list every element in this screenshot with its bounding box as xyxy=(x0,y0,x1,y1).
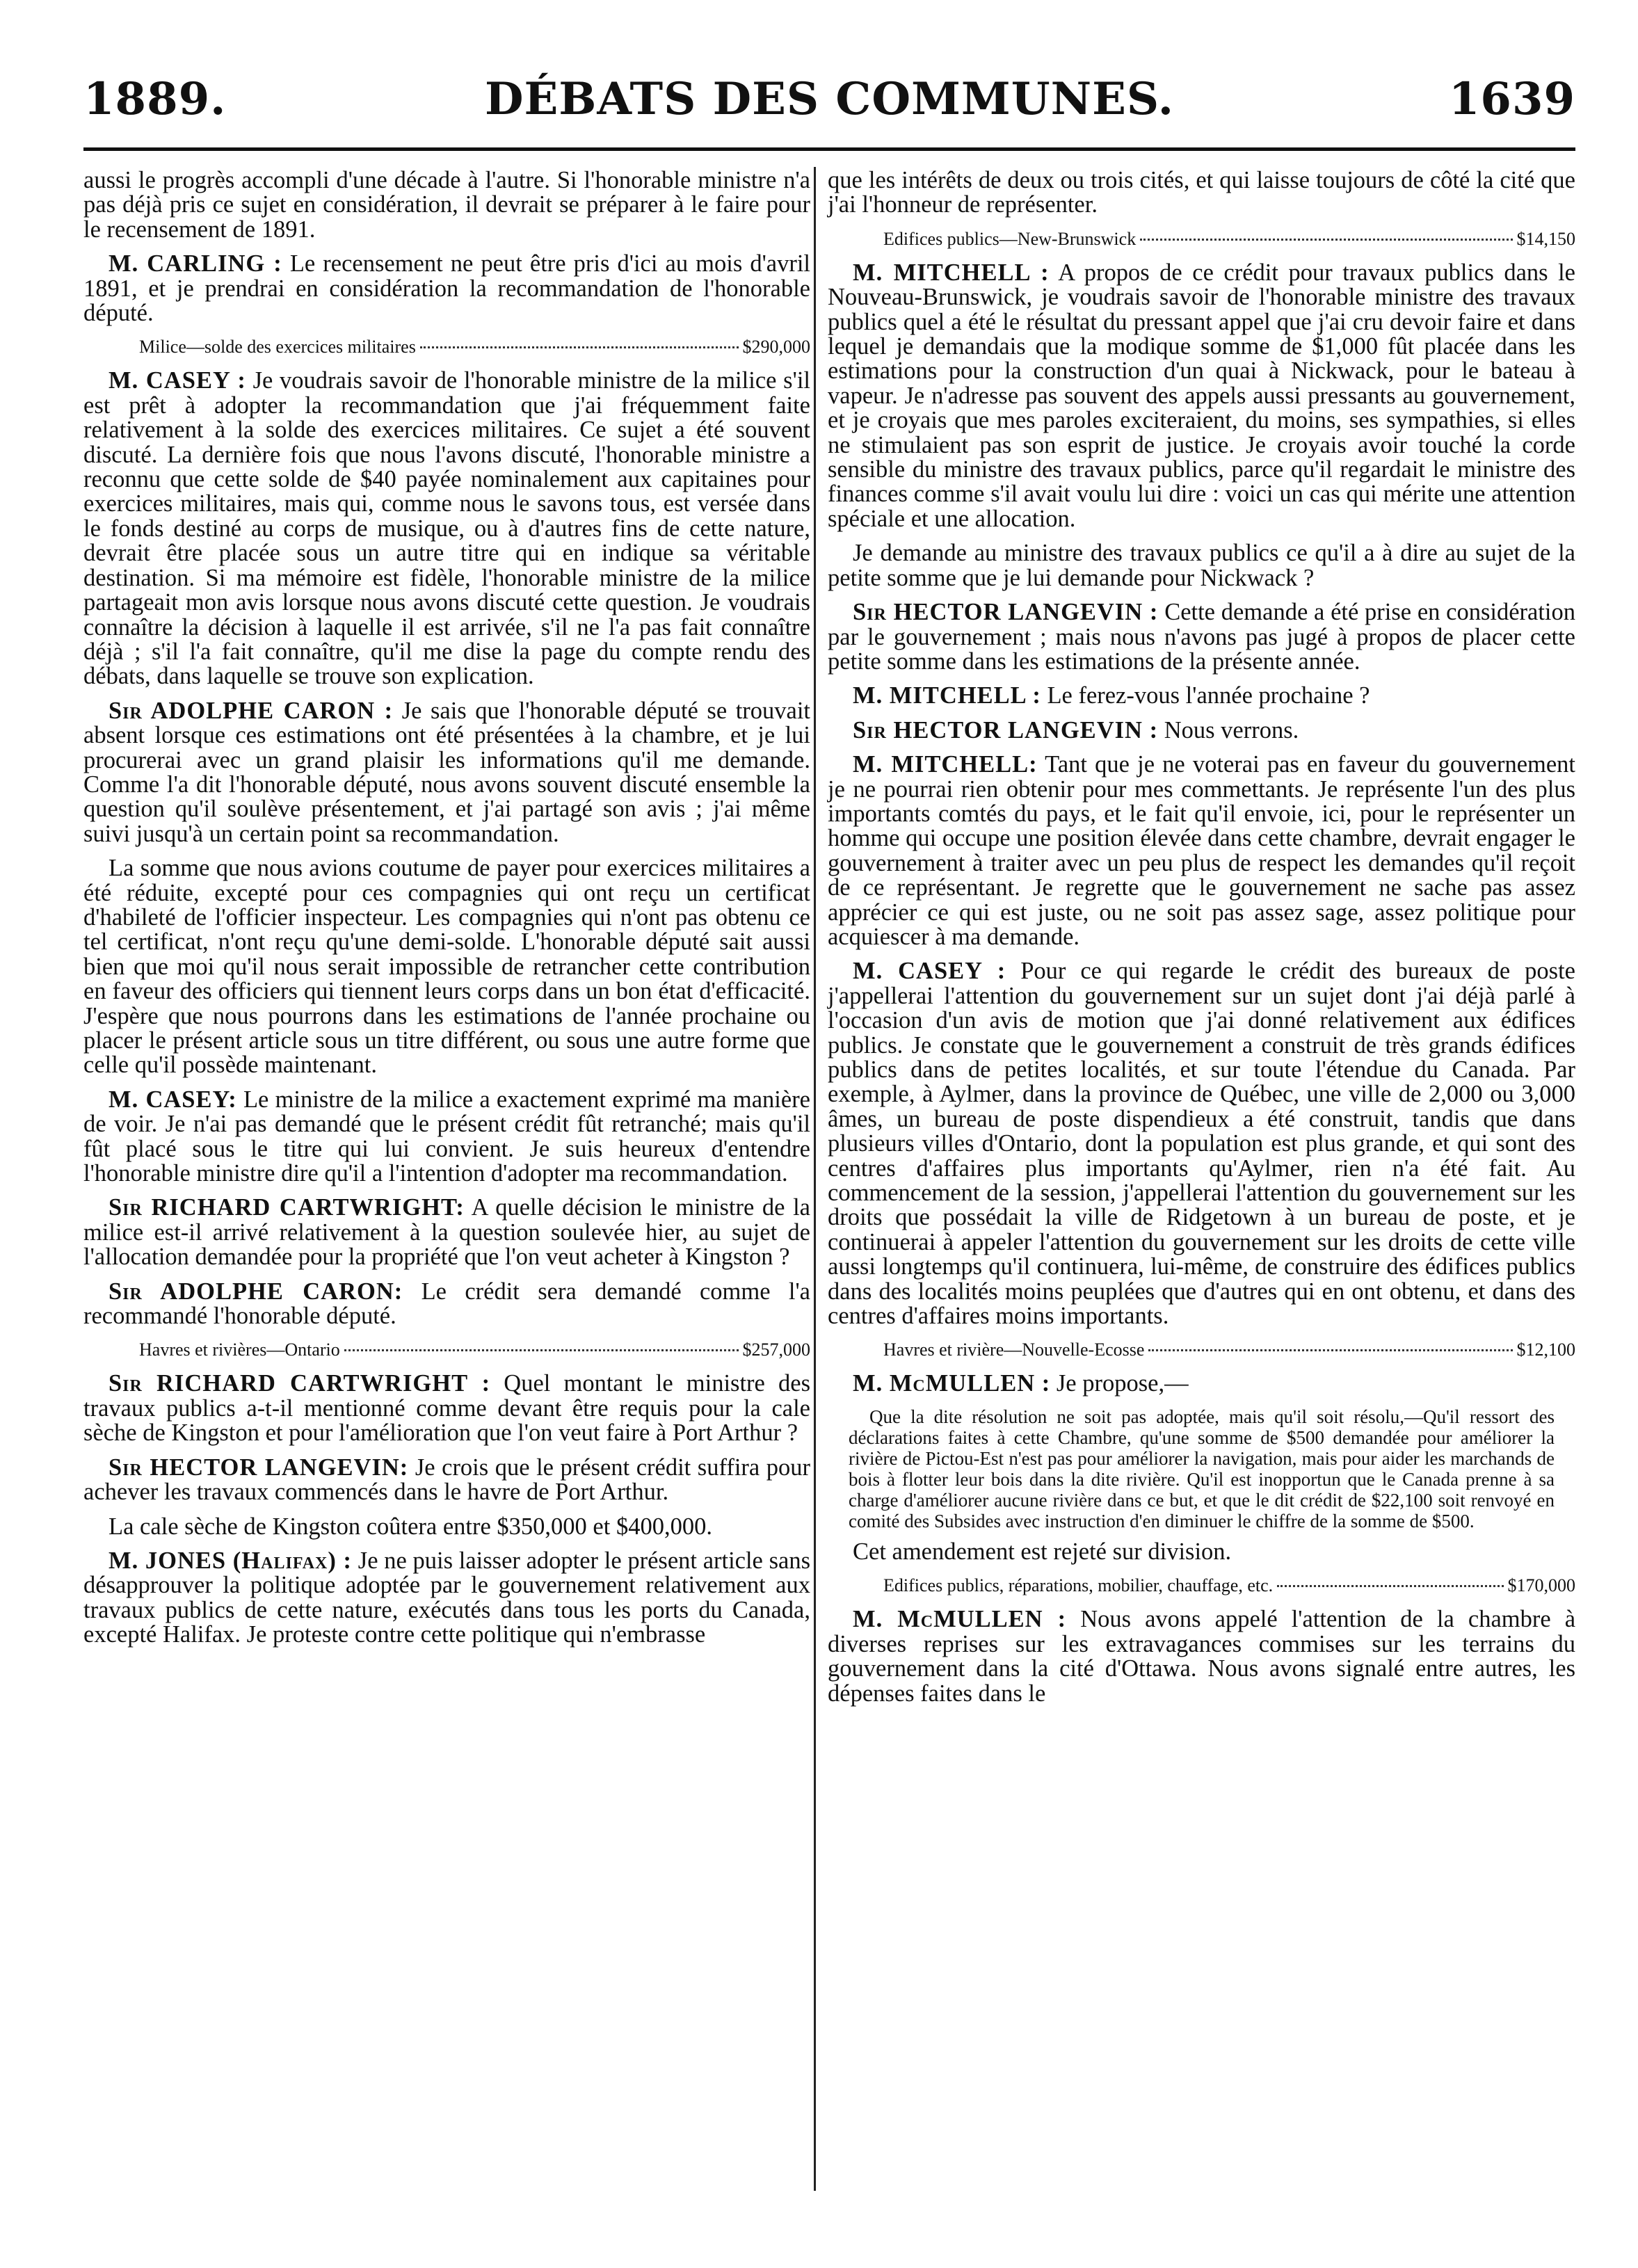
speaker-name: M. CASEY : xyxy=(109,367,246,394)
paragraph: La somme que nous avions coutume de payer pour exercices militaires a été réduite, excepté pour ces compagnies qui ont reçu un certificat d'habileté de l'officier inspecteur. Les compagnies qui n'ont pas obtenu ce tel certificat, n'ont reçu qu'une demi-solde. L'honorable député sait aussi bien que moi qu'il nous serait impossible de retrancher cette contribution en faveur des officiers qui tiennent leurs corps dans un bon état d'efficacité. J'espère que nous pourrons dans les estimations de l'année prochaine ou placer le présent article sous un titre différent, ou sous une autre forme que celle qu'il possède maintenant. xyxy=(83,855,810,1079)
speech: M. JONES (Halifax) : Je ne puis laisser adopter le présent article sans désapprouver la politique adoptée par le gouvernement relativement aux travaux publics de cette nature, exécutés dans tous les ports du Canada, excepté Halifax. Je proteste contre cette politique qui n'embrasse xyxy=(83,1547,810,1648)
paragraph: Cet amendement est rejeté sur division. xyxy=(853,1538,1232,1565)
speaker-name: Sir RICHARD CARTWRIGHT : xyxy=(109,1370,491,1397)
speaker-name: M. JONES (Halifax) : xyxy=(109,1547,353,1574)
speech: M. MITCHELL : A propos de ce crédit pour travaux publics dans le Nouveau-Brunswick, je voudrais savoir de l'honorable ministre des travaux publics quel a été le résultat du pressant appel que j'ai cru devoir faire et dans lequel je demandais que la modique somme de $1,000 fût placée dans les estimations pour la construction d'un quai à Nickwack, pour le bateau à vapeur. Je n'adresse pas souvent des appels aussi pressants au gouvernement, et je croyais que mes paroles exciteraient, du moins, ses sympathies, si elles ne stimulaient pas son esprit de justice. Je croyais avoir touché la corde sensible du ministre des travaux publics, parce qu'il regardait le ministre des finances comme s'il avait voulu lui dire : voici un cas qui mérite une attention spéciale et une allocation. xyxy=(828,259,1575,532)
paragraph: Je demande au ministre des travaux publics ce qu'il a à dire au sujet de la petite somme que je lui demande pour Nickwack ? xyxy=(828,540,1575,591)
speech: M. McMULLEN : Nous avons appelé l'attention de la chambre à diverses reprises sur les extravagances commises sur les terrains du gouvernement dans la cité d'Ottawa. Nous avons signalé entre autres, les dépenses faites dans le xyxy=(828,1606,1576,1707)
motion-text: Que la dite résolution ne soit pas adoptée, mais qu'il soit résolu,—Qu'il ressort des déclarations faites à cette Chambre, qu'une somme de $500 demandée pour améliorer la rivière de Pictou-Est n'est pas pour améliorer la navigation, mais pour aider les marchands de bois à flotter leur bois dans la dite rivière. Qu'il est inopportun que le Canada prenne à sa charge d'améliorer aucune rivière dans ce but, et que le dit crédit de $22,100 soit renvoyé en comité des Subsides avec instruction d'en diminuer le chiffre de la somme de $500. xyxy=(849,1406,1555,1531)
estimate-item: Milice—solde des exercices militaires $290,000 xyxy=(139,337,810,357)
speaker-name: Sir RICHARD CARTWRIGHT: xyxy=(109,1194,465,1221)
speaker-name: M. CARLING : xyxy=(109,250,282,278)
speaker-name: M. MITCHELL: xyxy=(853,751,1038,778)
speech: M. CASEY: Le ministre de la milice a exactement exprimé ma manière de voir. Je n'ai pas demandé que le présent crédit fût retranché; mais qu'il fût placé sous le titre qui lui convient. Je suis heureux d'entendre l'honorable ministre dire qu'il a l'intention d'adopter ma recommandation. xyxy=(83,1086,810,1187)
speech: M. McMULLEN : Je propose,— xyxy=(853,1370,1189,1397)
page-header xyxy=(83,66,1575,136)
paragraph: que les intérêts de deux ou trois cités, et qui laisse toujours de côté la cité que j'ai l'honneur de représenter. xyxy=(828,167,1575,218)
speaker-name: M. MITCHELL : xyxy=(853,259,1050,286)
speaker-name: Sir HECTOR LANGEVIN : xyxy=(853,716,1159,743)
estimate-item: Havres et rivière—Nouvelle-Ecosse $12,100 xyxy=(883,1340,1575,1360)
right-column xyxy=(828,168,1575,1716)
header-year: 1889. xyxy=(83,73,227,125)
header-title: DÉBATS DES COMMUNES. xyxy=(484,73,1175,125)
speaker-name: M. CASEY: xyxy=(109,1086,237,1113)
speech: M. CARLING : Le recensement ne peut être pris d'ici au mois d'avril 1891, et je prendrai en considération la recommandation de l'honorable député. xyxy=(83,250,811,327)
speaker-name: Sir ADOLPHE CARON : xyxy=(109,697,394,724)
estimate-item: Havres et rivières—Ontario $257,000 xyxy=(139,1340,810,1360)
paragraph: aussi le progrès accompli d'une décade à l'autre. Si l'honorable ministre n'a pas déjà pris ce sujet en considération, il devrait se préparer à le faire pour le recensement de 1891. xyxy=(83,167,810,243)
speaker-name: M. McMULLEN : xyxy=(853,1370,1051,1397)
left-column xyxy=(83,168,810,1657)
speaker-name: M. McMULLEN : xyxy=(853,1606,1067,1633)
estimate-item: Edifices publics, réparations, mobilier, chauffage, etc. $170,000 xyxy=(883,1575,1575,1596)
speaker-name: Sir HECTOR LANGEVIN : xyxy=(853,599,1159,626)
paragraph: La cale sèche de Kingston coûtera entre $350,000 et $400,000. xyxy=(109,1513,712,1540)
speech: Sir HECTOR LANGEVIN : Cette demande a été prise en considération par le gouvernement ; mais nous n'avons pas jugé à propos de placer cette petite somme dans les estimations de la présente année. xyxy=(828,599,1575,675)
header-page-number: 1639 xyxy=(1448,73,1575,125)
header-rule xyxy=(83,147,1575,151)
speech: Sir ADOLPHE CARON : Je sais que l'honorable député se trouvait absent lorsque ces estimations ont été présentées à la chambre, et je lui procurerai avec un grand plaisir les informations qu'il me demande. Comme l'a dit l'honorable député, nous avons souvent discuté ensemble la question qu'il soulève présentement, et j'ai partagé son avis ; j'ai même suivi jusqu'à un certain point sa recommandation. xyxy=(83,697,810,847)
speech: Sir RICHARD CARTWRIGHT : Quel montant le ministre des travaux publics a-t-il mentionné comme devant être requis pour la cale sèche de Kingston et pour l'amélioration que l'on veut faire à Port Arthur ? xyxy=(83,1370,811,1447)
speaker-name: M. MITCHELL : xyxy=(853,682,1041,709)
speaker-name: Sir HECTOR LANGEVIN: xyxy=(109,1454,409,1481)
speech: Sir RICHARD CARTWRIGHT: A quelle décision le ministre de la milice est-il arrivé relativement à la question soulevée hier, au sujet de l'allocation demandée pour la propriété que l'on veut acheter à Kingston ? xyxy=(83,1194,810,1271)
speech: M. CASEY : Pour ce qui regarde le crédit des bureaux de poste j'appellerai l'attention du gouvernement sur un sujet dont j'ai déjà parlé à l'occasion d'un avis de motion que j'ai donné relativement aux édifices publics. Je constate que le gouvernement a construit de très grands édifices publics dans de petites localités, et sur toute l'étendue du Canada. Par exemple, à Aylmer, dans la province de Québec, une ville de 2,000 ou 3,000 âmes, un bureau de poste dispendieux a été construit, tandis que dans plusieurs villes d'Ontario, dont la population est plus grande, et qui sont des centres d'affaires plus importants qu'Aylmer, rien n'a été fait. Au commencement de la session, j'appellerai l'attention du gouvernement sur les droits que possédait la ville de Ridgetown à un bureau de poste, et je continuerai à appeler l'attention du gouvernement sur les droits de cette ville aussi longtemps qu'il continuera, lui-même, de construire des édifices publics dans des localités moins peuplées que d'autres qui en ont obtenu, et dans des centres d'affaires moins importants. xyxy=(828,958,1575,1330)
speech: M. MITCHELL: Tant que je ne voterai pas en faveur du gouvernement je ne pourrai rien obtenir pour mes commettants. Je représente l'un des plus importants comtés du pays, et le fait qu'il envoie, ici, pour le représenter un homme qui occupe une position élevée dans cette chambre, devrait engager le gouvernement à traiter avec un peu plus de respect les demandes qu'il reçoit de ce représentant. Je regrette que le gouvernement ne sache pas assez apprécier ce qui est juste, ou ne soit pas assez sage, assez politique pour acquiescer à ma demande. xyxy=(828,751,1575,950)
speech: Sir ADOLPHE CARON: Le crédit sera demandé comme l'a recommandé l'honorable député. xyxy=(83,1278,810,1330)
estimate-item: Edifices publics—New-Brunswick $14,150 xyxy=(883,228,1575,249)
speaker-name: Sir ADOLPHE CARON: xyxy=(109,1278,403,1305)
speech: Sir HECTOR LANGEVIN : Nous verrons. xyxy=(853,716,1299,743)
speech: M. MITCHELL : Le ferez-vous l'année prochaine ? xyxy=(853,682,1370,709)
speech: M. CASEY : Je voudrais savoir de l'honorable ministre de la milice s'il est prêt à adopter la recommandation que j'ai fréquemment faite relativement à la solde des exercices militaires. Ce sujet a été souvent discuté. La dernière fois que nous l'avons discuté, l'honorable ministre a reconnu que cette solde de $40 payée nominalement aux capitaines pour exercices militaires, mais qui, comme nous le savons tous, est versée dans le fonds destiné au corps de musique, ou à d'autres fins de cette nature, devrait être placée sous un autre titre qui en indique sa véritable destination. Si ma mémoire est fidèle, l'honorable ministre de la milice partageait mon avis lorsque nous avons discuté cette question. Je voudrais connaître la décision à laquelle il est arrivée, s'il ne l'a pas fait connaître déjà ; s'il l'a fait connaître, qu'il me dise la page du compte rendu des débats, dans laquelle se trouve son explication. xyxy=(83,367,810,690)
speech: Sir HECTOR LANGEVIN: Je crois que le présent crédit suffira pour achever les travaux commencés dans le havre de Port Arthur. xyxy=(83,1454,810,1506)
column-divider xyxy=(814,167,816,2191)
speaker-name: M. CASEY : xyxy=(853,958,1006,985)
